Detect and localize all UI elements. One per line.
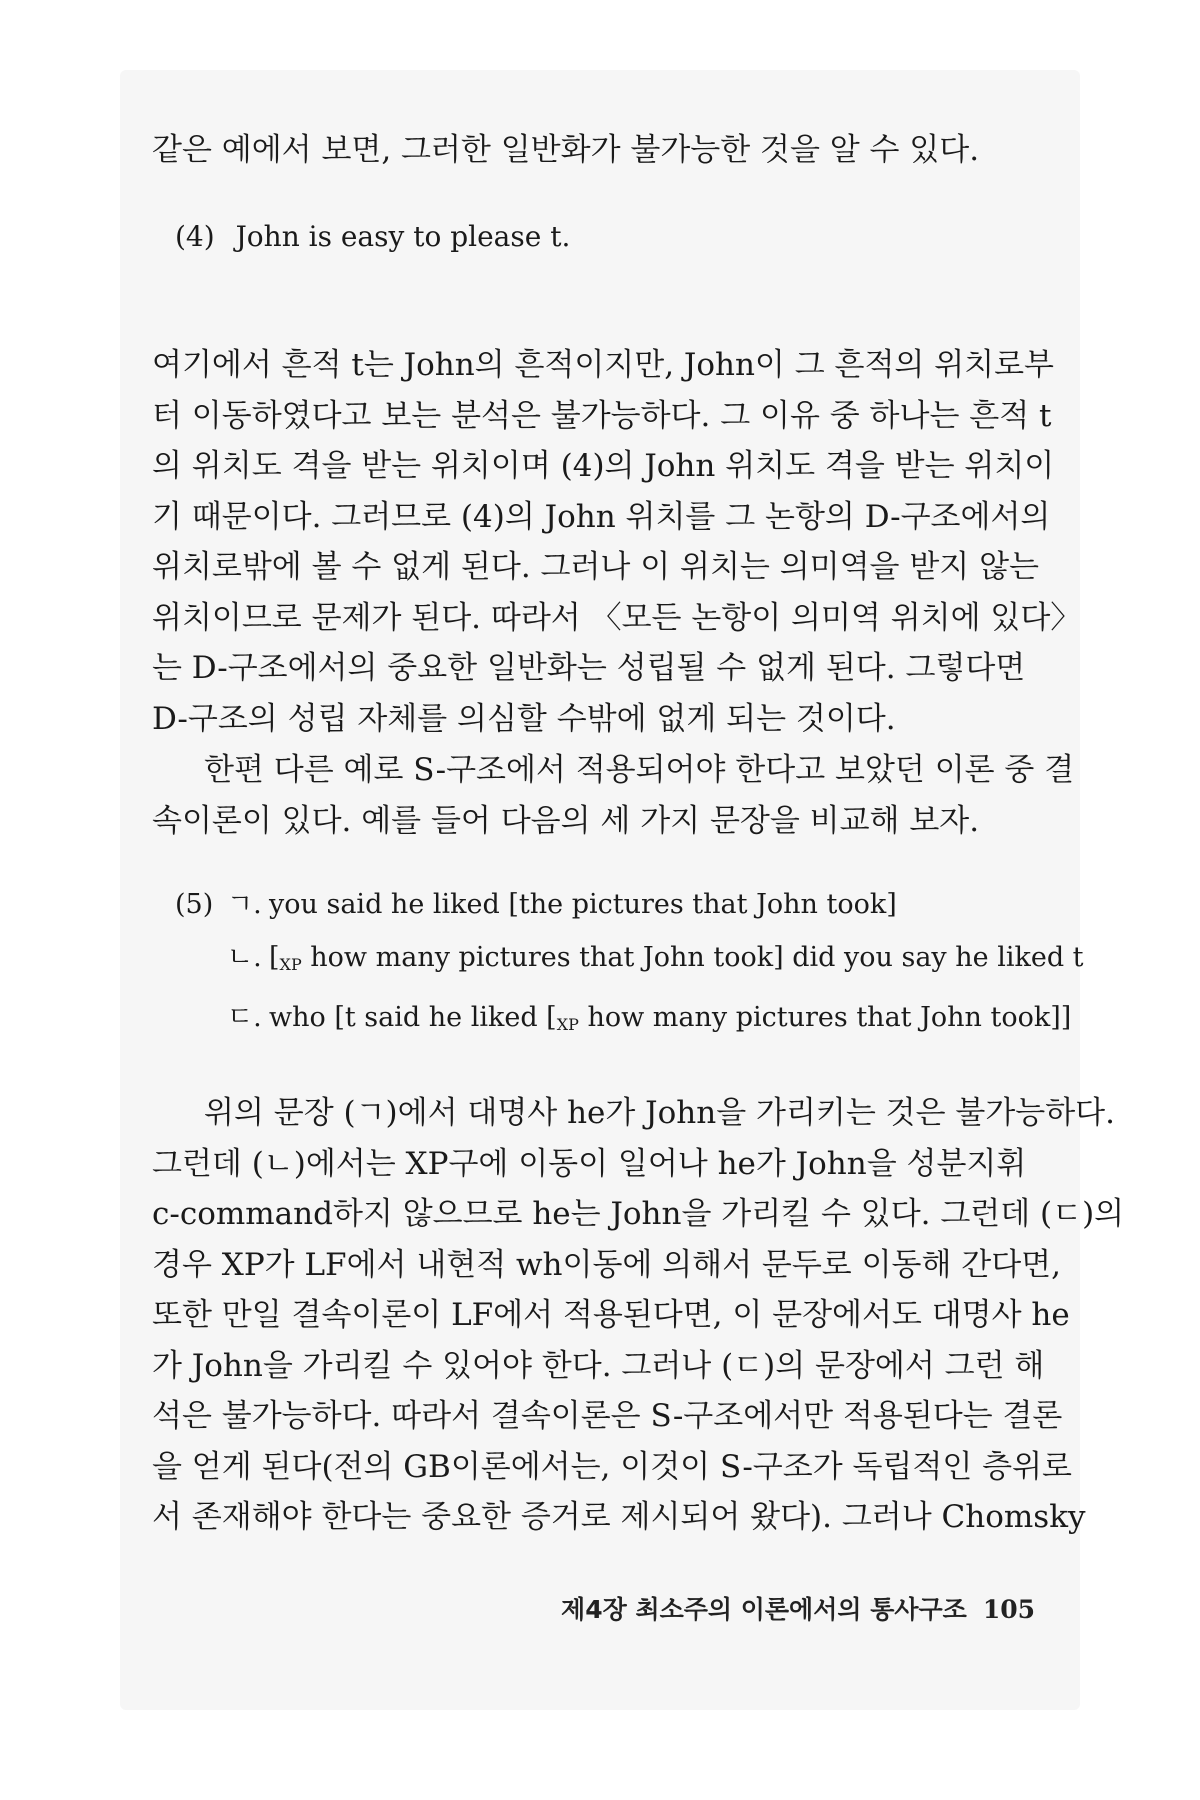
example-5 xyxy=(175,878,1084,1051)
text-line: 한편 다른 예로 S-구조에서 적용되어야 한다고 보았던 이론 중 결 xyxy=(204,752,1075,788)
text-line: 속이론이 있다. 예를 들어 다음의 세 가지 문장을 비교해 보자. xyxy=(152,802,980,839)
example-item xyxy=(175,991,1072,1051)
paragraph-2 xyxy=(152,340,1082,744)
text-line: 가 John을 가리킬 수 있어야 한다. 그러나 (ㄷ)의 문장에서 그런 해 xyxy=(152,1347,1045,1384)
example-sentence-rest: how many pictures that John took]] xyxy=(578,1002,1072,1033)
paragraph-3 xyxy=(152,745,1075,846)
text-line: 위치로밖에 볼 수 없게 된다. 그러나 이 위치는 의미역을 받지 않는 xyxy=(152,549,1039,585)
example-item xyxy=(175,931,1084,991)
text-line: 위치이므로 문제가 된다. 따라서 〈모든 논항이 의미역 위치에 있다〉 xyxy=(152,599,1082,636)
example-sentence-start: who [t said he liked [ xyxy=(269,1002,557,1033)
running-head: 제4장 최소주의 이론에서의 통사구조 xyxy=(561,1595,967,1624)
text-line: 의 위치도 격을 받는 위치이며 (4)의 John 위치도 격을 받는 위치이 xyxy=(152,448,1055,484)
text-line: D-구조의 성립 자체를 의심할 수밖에 없게 되는 것이다. xyxy=(152,700,896,737)
example-sentence-rest: how many pictures that John took] did you say he liked t xyxy=(301,942,1084,973)
text-line: 는 D-구조에서의 중요한 일반화는 성립될 수 없게 된다. 그렇다면 xyxy=(152,650,1026,686)
text-line: 기 때문이다. 그러므로 (4)의 John 위치를 그 논항의 D-구조에서의 xyxy=(152,498,1051,535)
text-line: 그런데 (ㄴ)에서는 XP구에 이동이 일어나 he가 John을 성분지휘 xyxy=(152,1145,1027,1182)
page-footer xyxy=(560,1590,1035,1626)
page-number: 105 xyxy=(982,1595,1035,1624)
item-marker: ㄱ. xyxy=(227,889,262,920)
paragraph-4 xyxy=(152,1088,1125,1543)
example-4 xyxy=(175,212,1055,263)
text-line: 또한 만일 결속이론이 LF에서 적용된다면, 이 문장에서도 대명사 he xyxy=(152,1297,1070,1333)
text-line: 서 존재해야 한다는 중요한 증거로 제시되어 왔다). 그러나 Chomsky xyxy=(152,1499,1086,1535)
xp-subscript: XP xyxy=(279,955,302,974)
item-marker: ㄴ. xyxy=(227,942,262,973)
example-sentence-start: [ xyxy=(269,942,280,973)
text-line: 같은 예에서 보면, 그러한 일반화가 불가능한 것을 알 수 있다. xyxy=(152,132,980,168)
item-marker: ㄷ. xyxy=(227,1002,262,1033)
paragraph-1 xyxy=(152,125,1032,176)
example-number: (5) xyxy=(175,889,214,920)
example-sentence: John is easy to please t. xyxy=(235,220,571,253)
example-sentence: you said he liked [the pictures that John took] xyxy=(269,889,897,920)
example-item xyxy=(175,878,1055,931)
text-line: c-command하지 않으므로 he는 John을 가리킬 수 있다. 그런데 (ㄷ)의 xyxy=(152,1196,1125,1232)
text-line: 터 이동하였다고 보는 분석은 불가능하다. 그 이유 중 하나는 흔적 t xyxy=(152,397,1052,434)
xp-subscript: XP xyxy=(556,1015,579,1034)
example-number: (4) xyxy=(175,220,215,253)
text-line: 여기에서 흔적 t는 John의 흔적이지만, John이 그 흔적의 위치로부 xyxy=(152,347,1054,383)
text-line: 석은 불가능하다. 따라서 결속이론은 S-구조에서만 적용된다는 결론 xyxy=(152,1398,1063,1434)
text-line: 을 얻게 된다(전의 GB이론에서는, 이것이 S-구조가 독립적인 층위로 xyxy=(152,1448,1072,1485)
text-line: 위의 문장 (ㄱ)에서 대명사 he가 John을 가리키는 것은 불가능하다. xyxy=(204,1095,1115,1131)
text-line: 경우 XP가 LF에서 내현적 wh이동에 의해서 문두로 이동해 간다면, xyxy=(152,1246,1061,1283)
